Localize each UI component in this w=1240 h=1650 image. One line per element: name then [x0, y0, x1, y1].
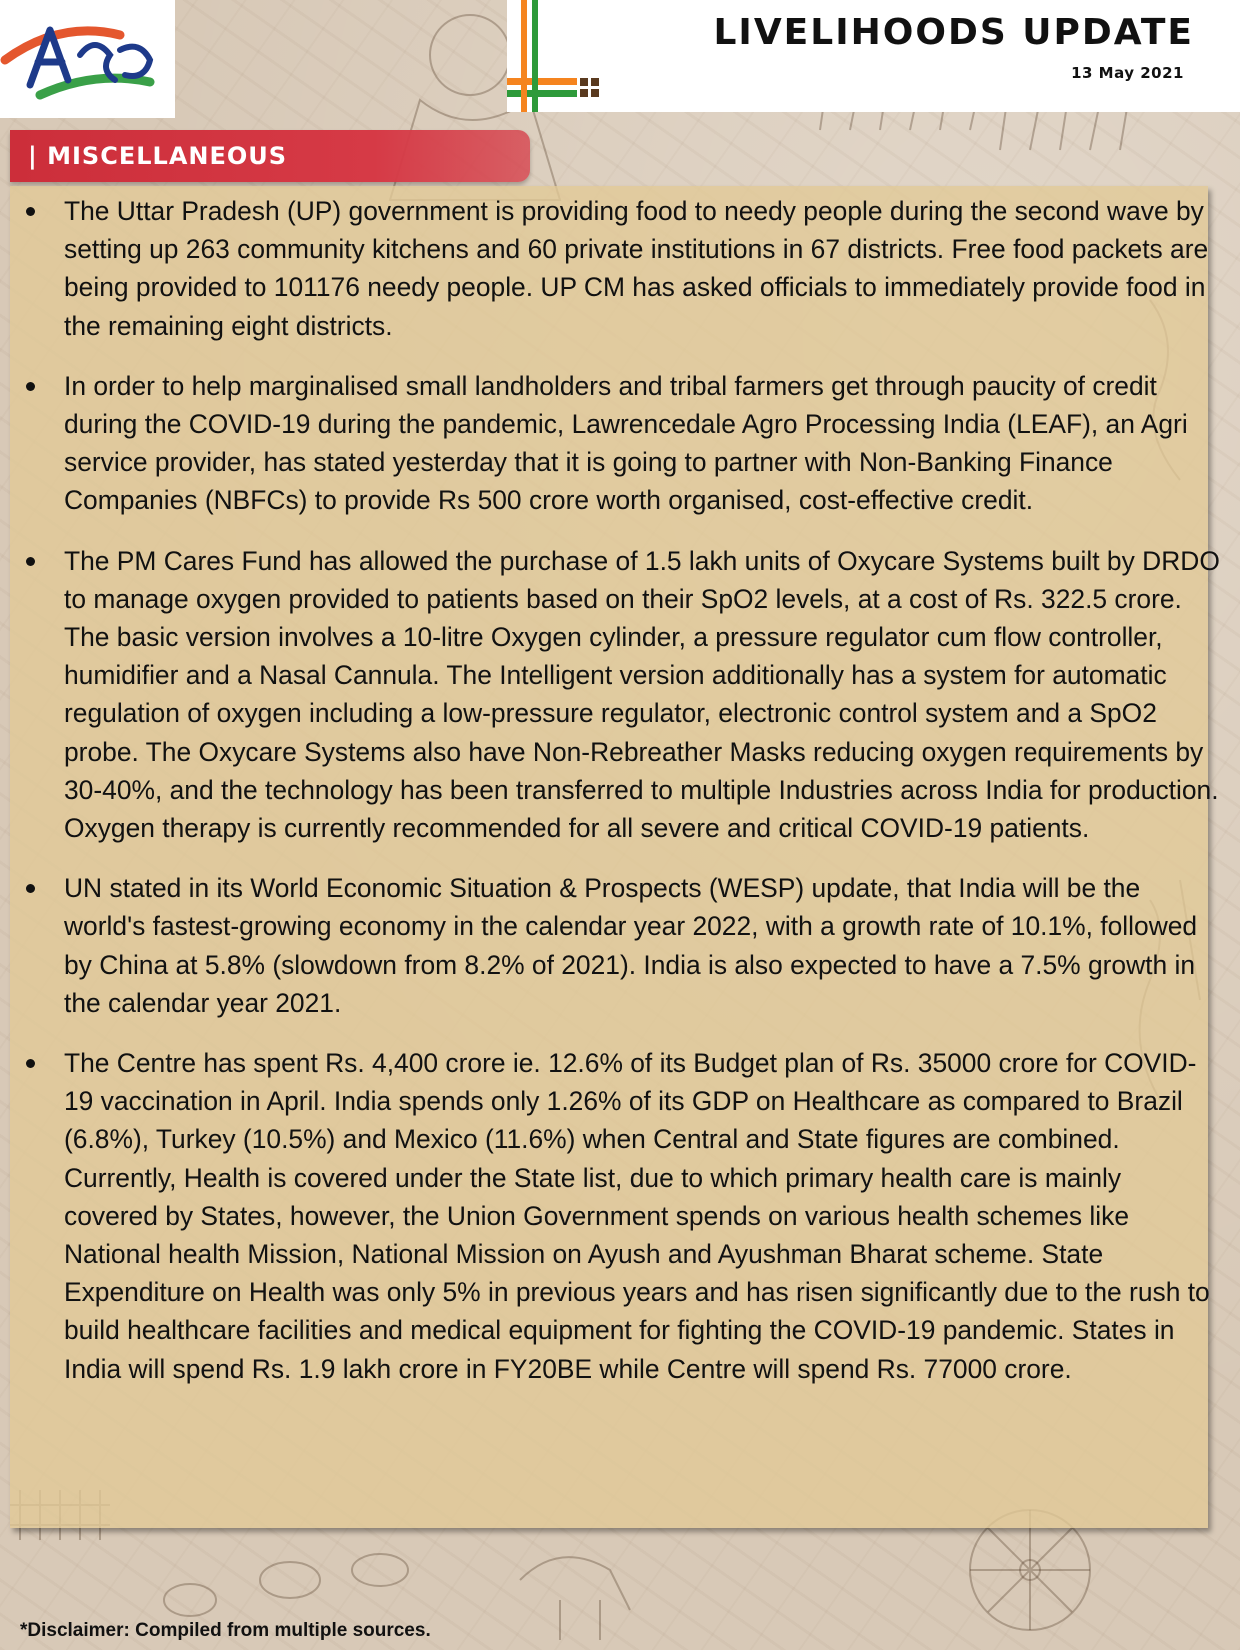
news-list	[20, 192, 1220, 1410]
list-item-text: UN stated in its World Economic Situation & Prospects (WESP) update, that India will be the world's fastest-growing economy in the calendar year 2022, with a growth rate of 10.1%, followed by China at 5.8% (slowdown from 8.2% of 2021). India is also expected to have a 7.5% growth in the calendar year 2021.	[64, 873, 1198, 1018]
list-item	[20, 1044, 1220, 1388]
bullet-icon	[26, 557, 35, 566]
akshara-logo-icon	[0, 0, 175, 118]
list-item-text: The Centre has spent Rs. 4,400 crore ie. 12.6% of its Budget plan of Rs. 35000 crore for COVID-19 vaccination in April. India spends only 1.26% of its GDP on Healthcare as compared to Brazil (6.8%), Turkey (10.5%) and Mexico (11.6%) when Central and State figures are combined. Currently, Health is covered under the State list, due to which primary health care is mainly covered by States, however, the Union Government spends on various health schemes like National health Mission, National Mission on Ayush and Ayushman Bharat scheme. State Expenditure on Health was only 5% in previous years and has risen significantly due to the rush to build healthcare facilities and medical equipment for fighting the COVID-19 pandemic. States in India will spend Rs. 1.9 lakh crore in FY20BE while Centre will spend Rs. 77000 crore.	[64, 1048, 1210, 1384]
bullet-icon	[26, 382, 35, 391]
tricolor-grid-icon	[507, 0, 617, 112]
disclaimer: *Disclaimer: Compiled from multiple sources.	[20, 1620, 431, 1641]
bullet-icon	[26, 884, 35, 893]
header-band	[507, 0, 1240, 112]
bullet-icon	[26, 207, 35, 216]
list-item	[20, 367, 1220, 520]
list-item	[20, 869, 1220, 1022]
list-item-text: The Uttar Pradesh (UP) government is providing food to needy people during the second wave by setting up 263 community kitchens and 60 private institutions in 67 districts. Free food packets are being provided to 101176 needy people. UP CM has asked officials to immediately provide food in the remaining eight districts.	[64, 196, 1209, 341]
list-item-text: In order to help marginalised small landholders and tribal farmers get through paucity of credit during the COVID-19 during the pandemic, Lawrencedale Agro Processing India (LEAF), an Agri service provider, has stated yesterday that it is going to partner with Non-Banking Finance Companies (NBFCs) to provide Rs 500 crore worth organised, cost-effective credit.	[64, 370, 1188, 516]
list-item	[20, 192, 1220, 345]
section-header-bar	[10, 130, 530, 182]
section-title: | MISCELLANEOUS	[28, 142, 288, 170]
publication-date: 13 May 2021	[1071, 64, 1184, 82]
page-title: LIVELIHOODS UPDATE	[713, 12, 1194, 53]
logo-area	[0, 0, 175, 118]
list-item-text: The PM Cares Fund has allowed the purchase of 1.5 lakh units of Oxycare Systems built by DRDO to manage oxygen provided to patients based on their SpO2 levels, at a cost of Rs. 322.5 crore. The basic version involves a 10-litre Oxygen cylinder, a pressure regulator cum flow controller, humidifier and a Nasal Cannula. The Intelligent version additionally has a system for automatic regulation of oxygen including a low-pressure regulator, electronic control system and a SpO2 probe. The Oxycare Systems also have Non-Rebreather Masks reducing oxygen requirements by 30-40%, and the technology has been transferred to multiple Industries across India for production. Oxygen therapy is currently recommended for all severe and critical COVID-19 patients.	[64, 545, 1220, 844]
list-item	[20, 542, 1220, 848]
content-panel	[10, 186, 1220, 1528]
bullet-icon	[26, 1059, 35, 1068]
